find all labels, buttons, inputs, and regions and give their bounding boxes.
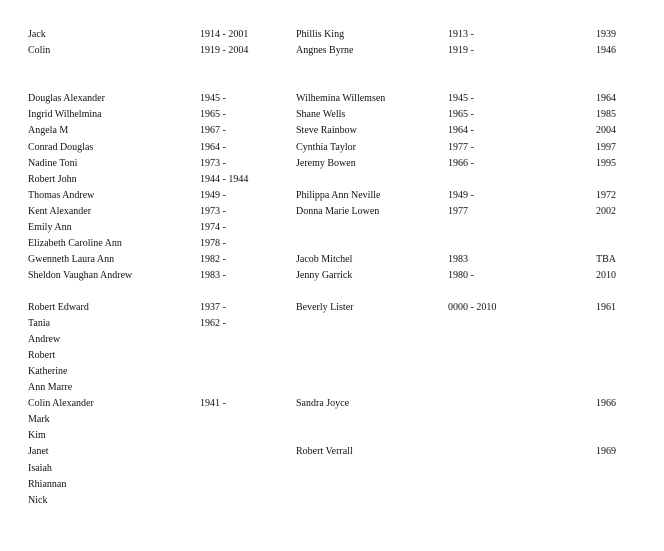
table-row xyxy=(0,172,664,188)
marriage-year: 1961 xyxy=(596,302,616,313)
spouse-name: Sandra Joyce xyxy=(296,398,350,409)
table-row xyxy=(0,156,664,172)
marriage-year: 1995 xyxy=(596,158,616,169)
marriage-year: 1939 xyxy=(596,29,616,40)
person-name: Emily Ann xyxy=(28,222,72,233)
spouse-name: Wilhemina Willemsen xyxy=(296,93,386,104)
person-name: Colin Alexander xyxy=(28,398,94,409)
person-dates: 1941 - xyxy=(200,398,226,409)
table-row xyxy=(0,27,664,43)
marriage-year: TBA xyxy=(596,254,616,265)
person-dates: 1967 - xyxy=(200,125,226,136)
person-name: Ingrid Wilhelmina xyxy=(28,109,102,120)
marriage-year: 1969 xyxy=(596,446,616,457)
spouse-name: Donna Marie Lowen xyxy=(296,206,380,217)
person-name: Angela M xyxy=(28,125,69,136)
person-name: Kent Alexander xyxy=(28,206,92,217)
person-dates: 1914 - 2001 xyxy=(200,29,249,40)
person-name: Robert xyxy=(28,350,56,361)
table-row xyxy=(0,300,664,316)
spouse-dates: 1965 - xyxy=(448,109,474,120)
person-dates: 1973 - xyxy=(200,206,226,217)
person-dates: 1978 - xyxy=(200,238,226,249)
table-row xyxy=(0,43,664,59)
person-name: Kim xyxy=(28,430,46,441)
table-row xyxy=(0,396,664,412)
person-dates: 1964 - xyxy=(200,142,226,153)
spouse-dates: 1977 - xyxy=(448,142,474,153)
spouse-name: Steve Rainbow xyxy=(296,125,357,136)
table-row xyxy=(0,493,664,509)
marriage-year: 2010 xyxy=(596,270,616,281)
table-row xyxy=(0,252,664,268)
spouse-name: Philippa Ann Neville xyxy=(296,190,381,201)
spouse-name: Jacob Mitchel xyxy=(296,254,353,265)
table-row xyxy=(0,380,664,396)
marriage-year: 2002 xyxy=(596,206,616,217)
person-name: Elizabeth Caroline Ann xyxy=(28,238,122,249)
table-row xyxy=(0,428,664,444)
table-row xyxy=(0,316,664,332)
person-dates: 1974 - xyxy=(200,222,226,233)
spouse-dates: 1966 - xyxy=(448,158,474,169)
person-dates: 1965 - xyxy=(200,109,226,120)
spouse-dates: 1983 xyxy=(448,254,468,265)
table-row xyxy=(0,107,664,123)
person-dates: 1962 - xyxy=(200,318,226,329)
person-dates: 1944 - 1944 xyxy=(200,174,249,185)
table-row xyxy=(0,461,664,477)
table-row xyxy=(0,444,664,460)
spouse-name: Beverly Lister xyxy=(296,302,354,313)
person-name: Katherine xyxy=(28,366,68,377)
person-name: Nick xyxy=(28,495,48,506)
person-name: Nadine Toni xyxy=(28,158,78,169)
marriage-year: 1985 xyxy=(596,109,616,120)
table-row xyxy=(0,364,664,380)
table-row xyxy=(0,220,664,236)
spouse-dates: 1980 - xyxy=(448,270,474,281)
person-dates: 1945 - xyxy=(200,93,226,104)
person-name: Colin xyxy=(28,45,51,56)
person-name: Isaiah xyxy=(28,463,52,474)
person-name: Gwenneth Laura Ann xyxy=(28,254,115,265)
person-name: Janet xyxy=(28,446,49,457)
table-row xyxy=(0,188,664,204)
table-row xyxy=(0,123,664,139)
person-dates: 1983 - xyxy=(200,270,226,281)
person-name: Rhiannan xyxy=(28,479,67,490)
person-name: Robert John xyxy=(28,174,77,185)
marriage-year: 1964 xyxy=(596,93,616,104)
person-name: Ann Marre xyxy=(28,382,73,393)
person-name: Jack xyxy=(28,29,46,40)
table-row xyxy=(0,477,664,493)
table-row xyxy=(0,140,664,156)
table-row xyxy=(0,348,664,364)
marriage-year: 1946 xyxy=(596,45,616,56)
spouse-dates: 0000 - 2010 xyxy=(448,302,497,313)
marriage-year: 1997 xyxy=(596,142,616,153)
person-dates: 1937 - xyxy=(200,302,226,313)
person-dates: 1949 - xyxy=(200,190,226,201)
spouse-dates: 1977 xyxy=(448,206,468,217)
spouse-name: Phillis King xyxy=(296,29,345,40)
spouse-dates: 1945 - xyxy=(448,93,474,104)
person-name: Andrew xyxy=(28,334,61,345)
person-name: Thomas Andrew xyxy=(28,190,95,201)
person-name: Robert Edward xyxy=(28,302,89,313)
spouse-name: Cynthia Taylor xyxy=(296,142,356,153)
person-name: Conrad Douglas xyxy=(28,142,94,153)
table-row xyxy=(0,412,664,428)
table-row xyxy=(0,91,664,107)
person-name: Tania xyxy=(28,318,51,329)
spouse-name: Angnes Byrne xyxy=(296,45,354,56)
spouse-name: Jeremy Bowen xyxy=(296,158,356,169)
person-dates: 1919 - 2004 xyxy=(200,45,249,56)
marriage-year: 1966 xyxy=(596,398,616,409)
table-row xyxy=(0,236,664,252)
spouse-name: Jenny Garrick xyxy=(296,270,353,281)
table-row xyxy=(0,268,664,284)
spouse-dates: 1949 - xyxy=(448,190,474,201)
person-dates: 1973 - xyxy=(200,158,226,169)
person-name: Sheldon Vaughan Andrew xyxy=(28,270,133,281)
marriage-year: 1972 xyxy=(596,190,616,201)
spouse-name: Shane Wells xyxy=(296,109,346,120)
table-row xyxy=(0,332,664,348)
person-dates: 1982 - xyxy=(200,254,226,265)
marriage-year: 2004 xyxy=(596,125,616,136)
spouse-dates: 1919 - xyxy=(448,45,474,56)
person-name: Douglas Alexander xyxy=(28,93,105,104)
spouse-name: Robert Verrall xyxy=(296,446,353,457)
spouse-dates: 1913 - xyxy=(448,29,474,40)
person-name: Mark xyxy=(28,414,50,425)
table-row xyxy=(0,204,664,220)
spouse-dates: 1964 - xyxy=(448,125,474,136)
